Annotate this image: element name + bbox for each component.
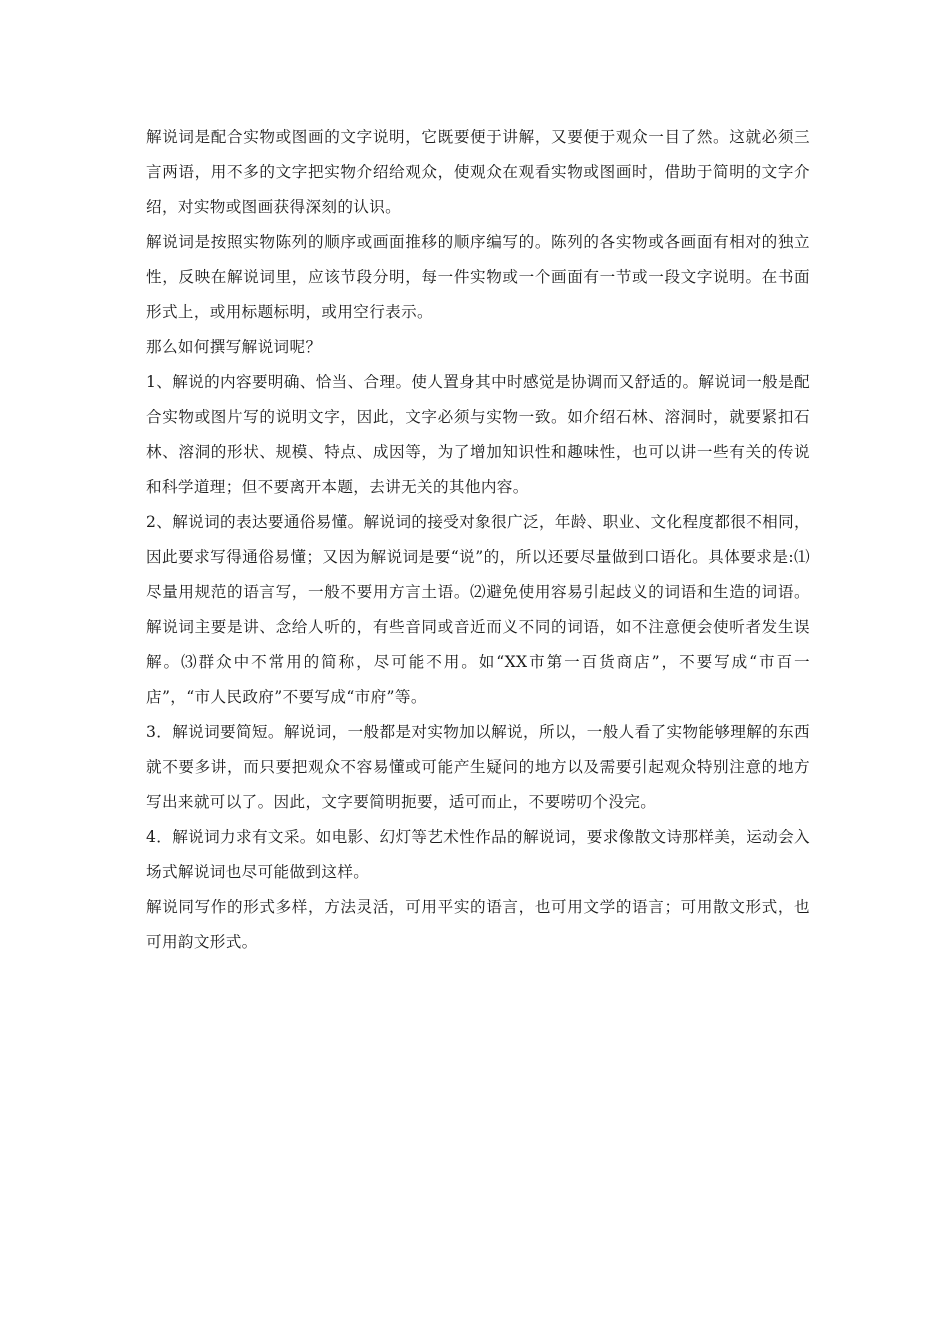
paragraph-point-2: 2、解说词的表达要通俗易懂。解说词的接受对象很广泛，年龄、职业、文化程度都很不相同，因此要求写得通俗易懂；又因为解说词是要“说”的，所以还要尽量做到口语化。具体要求是:⑴尽量用规范的语言写，一般不要用方言土语。⑵避免使用容易引起歧义的词语和生造的词语。解说词主要是讲、念给人听的，有些音同或音近而义不同的词语，如不注意便会使听者发生误解。⑶群众中不常用的简称，尽可能不用。如“XX市第一百货商店”，不要写成“市百一店”，“市人民政府”不要写成“市府”等。 xyxy=(146,513,810,706)
paragraph-intro: 解说词是配合实物或图画的文字说明，它既要便于讲解，又要便于观众一目了然。这就必须三言两语，用不多的文字把实物介绍给观众，使观众在观看实物或图画时，借助于简明的文字介绍，对实物或图画获得深刻的认识。 xyxy=(146,128,810,216)
document-body xyxy=(146,120,810,960)
paragraph-conclusion: 解说同写作的形式多样，方法灵活，可用平实的语言，也可用文学的语言；可用散文形式，也可用韵文形式。 xyxy=(146,898,810,951)
paragraph-point-4: 4．解说词力求有文采。如电影、幻灯等艺术性作品的解说词，要求像散文诗那样美，运动会入场式解说词也尽可能做到这样。 xyxy=(146,828,810,881)
paragraph-order: 解说词是按照实物陈列的顺序或画面推移的顺序编写的。陈列的各实物或各画面有相对的独立性，反映在解说词里，应该节段分明，每一件实物或一个画面有一节或一段文字说明。在书面形式上，或用标题标明，或用空行表示。 xyxy=(146,233,810,321)
paragraph-point-3: 3．解说词要简短。解说词，一般都是对实物加以解说，所以，一般人看了实物能够理解的东西就不要多讲，而只要把观众不容易懂或可能产生疑问的地方以及需要引起观众特别注意的地方写出来就可以了。因此，文字要简明扼要，适可而止，不要唠叨个没完。 xyxy=(146,723,810,811)
paragraph-question: 那么如何撰写解说词呢？ xyxy=(146,338,322,356)
paragraph-point-1: 1、解说的内容要明确、恰当、合理。使人置身其中时感觉是协调而又舒适的。解说词一般是配合实物或图片写的说明文字，因此，文字必须与实物一致。如介绍石林、溶洞时，就要紧扣石林、溶洞的形状、规模、特点、成因等，为了增加知识性和趣味性，也可以讲一些有关的传说和科学道理；但不要离开本题，去讲无关的其他内容。 xyxy=(146,373,810,496)
